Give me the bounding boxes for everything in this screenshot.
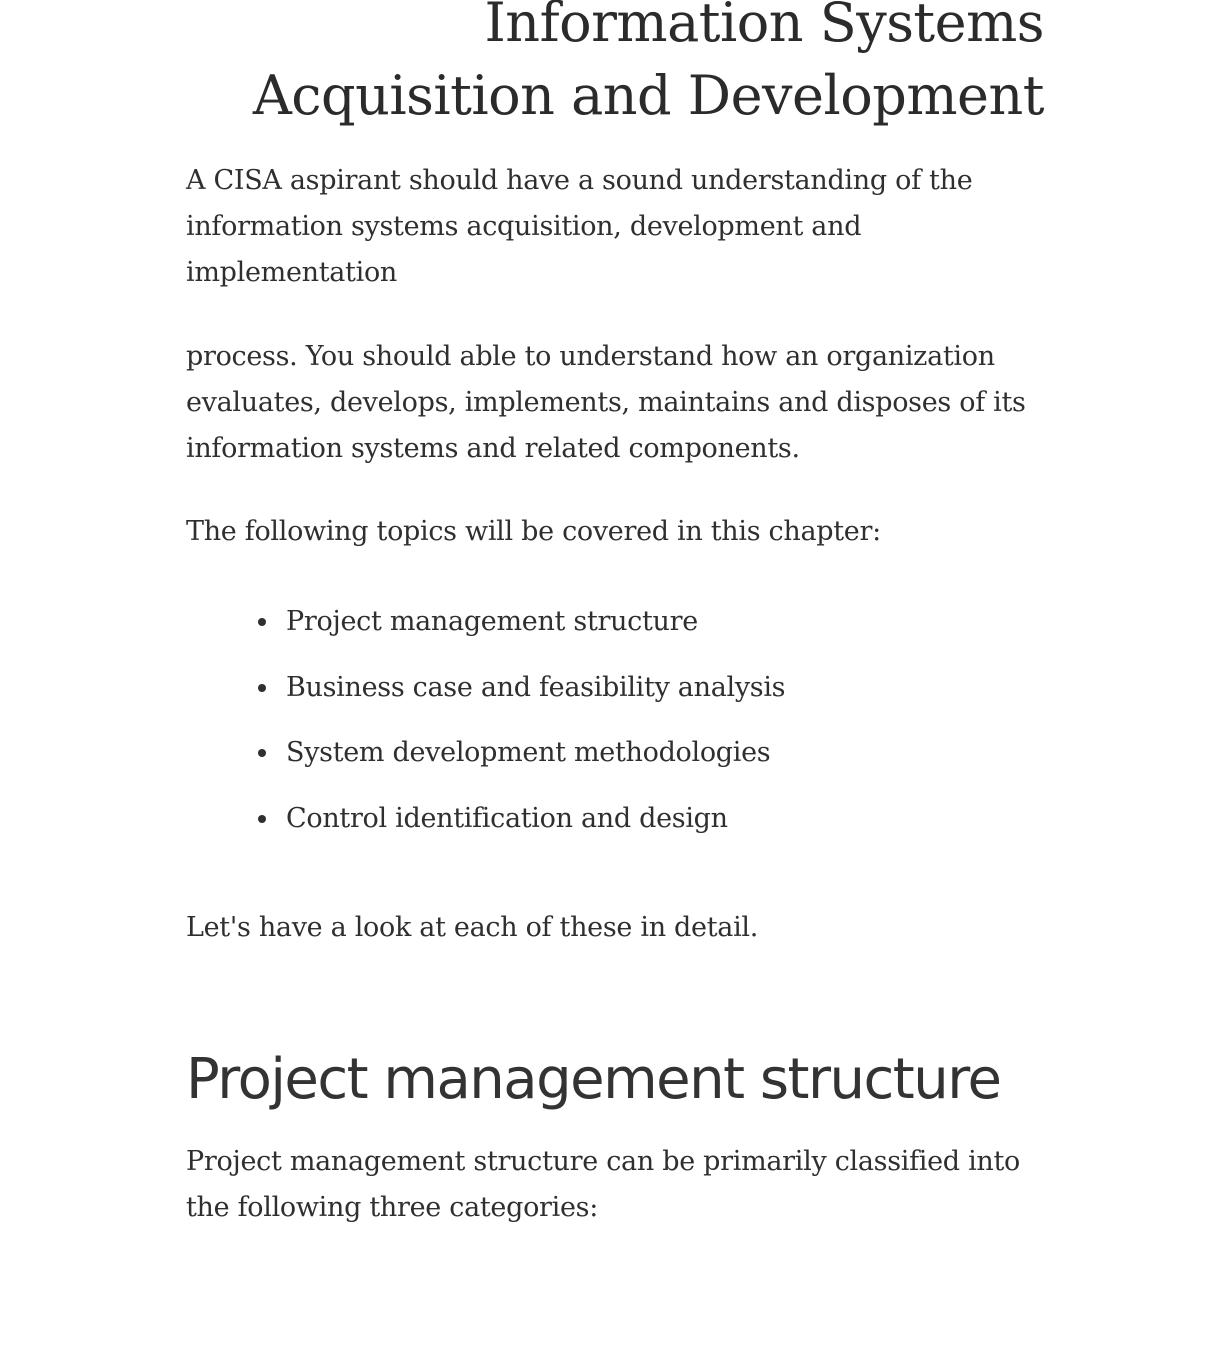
- bullet-icon: [258, 815, 266, 823]
- list-item: [186, 796, 1046, 842]
- list-item-label: Control identification and design: [286, 802, 728, 834]
- topics-intro: [186, 509, 1046, 555]
- intro-paragraph-1-text: A CISA aspirant should have a sound understanding of the information systems acquisition, development and implementation: [186, 165, 973, 288]
- intro-paragraph-2-text: process. You should able to understand how an organization evaluates, develops, implements, maintains and disposes of its information systems and related components.: [186, 341, 1026, 464]
- section-paragraph: [186, 1139, 1046, 1231]
- topics-intro-text: The following topics will be covered in this chapter:: [186, 516, 881, 547]
- closing-paragraph: [186, 905, 1046, 951]
- chapter-title: [186, 0, 1044, 132]
- list-item-label: Business case and feasibility analysis: [286, 671, 786, 703]
- chapter-title-line-1: Information Systems: [484, 0, 1044, 54]
- list-item: [186, 665, 1046, 711]
- list-item: [186, 599, 1046, 645]
- list-item: [186, 730, 1046, 776]
- section-paragraph-text: Project management structure can be primarily classified into the following three categories:: [186, 1146, 1020, 1223]
- intro-paragraph-1: [186, 158, 1046, 296]
- bullet-icon: [258, 749, 266, 757]
- section-heading: Project management structure: [186, 1047, 1001, 1112]
- intro-paragraph-2: [186, 334, 1046, 472]
- list-item-label: Project management structure: [286, 606, 698, 637]
- chapter-title-line-2: Acquisition and Development: [252, 64, 1044, 127]
- bullet-icon: [258, 618, 266, 626]
- list-item-label: System development methodologies: [286, 737, 771, 769]
- topic-list: [186, 599, 1046, 861]
- closing-paragraph-text: Let's have a look at each of these in detail.: [186, 912, 759, 943]
- bullet-icon: [258, 684, 266, 692]
